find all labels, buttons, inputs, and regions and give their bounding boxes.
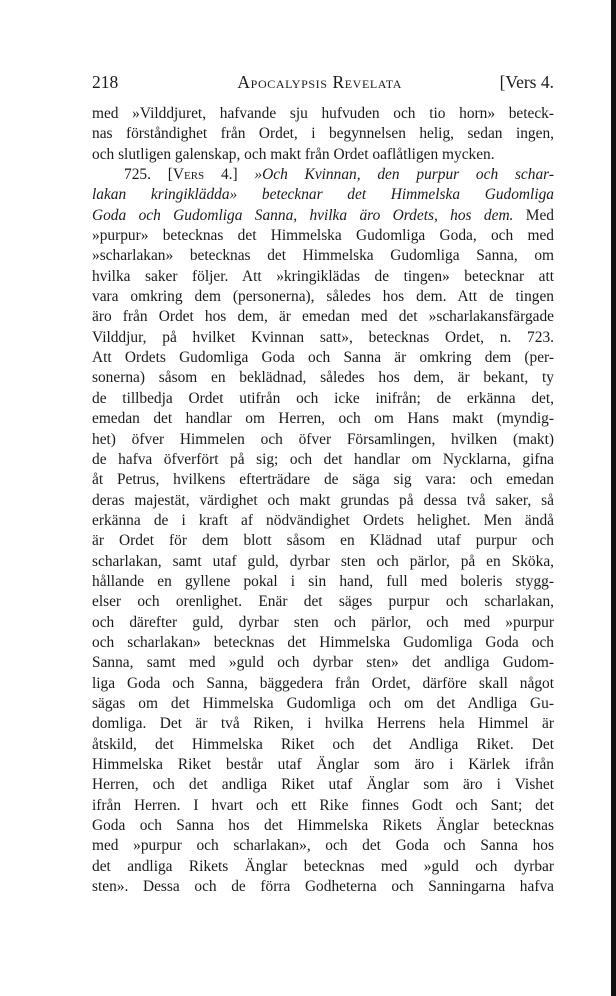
text-line: elser och orenlighet. Enär det säges purpur och scharlakan, [92,593,554,611]
text-line: de tillbedja Ordet utifrån och icke inifrån; de erkänna det, [92,389,554,407]
text-line: med »purpur och scharlakan», och det Goda och Sanna hos [92,837,554,855]
verse-label: Vers [172,166,205,184]
text-line: hvilka saker följer. Att »kringiklädas de tingen» betecknar att [92,267,554,285]
text-line: och slutligen galenskap, och makt från Ordet oaflåtligen mycken. [92,145,495,163]
page-header [92,72,554,98]
body-text [92,104,554,897]
scan-edge [611,0,616,996]
text-line: domliga. Det är två Riken, i hvilka Herrens hela Himmel är [92,715,554,733]
text-line: lakan kringiklädda» betecknar det Himmelska Gudomliga [92,186,554,204]
text-line: »scharlakan» betecknas det Himmelska Gudomliga Sanna, om [92,247,554,265]
text-line: Herren, och det andliga Riket utaf Änglar som äro i Vishet [92,776,554,794]
text-line: Himmelska Riket består utaf Änglar som äro i Kärlek ifrån [92,756,554,773]
text-line: vara omkring dem (personerna), således hos dem. Att de tingen [92,288,554,306]
page-number: 218 [92,72,119,92]
text-line: sägas om det Himmelska Gudomliga och om det Andliga Gu- [92,694,554,712]
verse-reference: [Vers 4. [499,72,554,92]
running-title: Apocalypsis Revelata [237,72,402,92]
text-line: nas förståndighet från Ordet, i begynnelsen helig, sedan ingen, [92,125,554,143]
text-line: och därefter guld, dyrbar sten och pärlor, och med »purpur [92,613,554,631]
text-line: 725. [Vers 4.] »Och Kvinnan, den purpur och schar- [124,166,554,184]
text-line: het) öfver Himmelen och öfver Församlingen, hvilken (makt) [92,430,554,448]
text-line: det andliga Rikets Änglar betecknas med »guld och dyrbar [92,857,554,875]
text-line: erkänna de i kraft af nödvändighet Ordets helighet. Men ändå [92,511,554,529]
text-line: scharlakan, samt utaf guld, dyrbar sten och pärlor, på en Sköka, [92,552,554,570]
text-line: med »Vilddjuret, hafvande sju hufvuden och tio horn» beteck- [92,105,554,122]
text-line: ifrån Herren. I hvart och ett Rike finnes Godt och Sant; det [92,796,554,814]
text-line: är Ordet för dem blott såsom en Klädnad utaf purpur och [92,532,554,550]
text-line: åt Petrus, hvilkens efterträdare de säga sig vara: och emedan [92,471,554,489]
text-line: och scharlakan» betecknas det Himmelska Gudomliga Goda och [92,633,554,651]
text-line: åtskild, det Himmelska Riket och det Andliga Riket. Det [92,735,554,753]
text-line: hållande en gyllene pokal i sin hand, full med boleris stygg- [92,572,554,590]
text-line: Goda och Gudomliga Sanna, hvilka äro Ordets, hos dem. Med [92,206,554,224]
text-line: Vilddjur, på hvilket Kvinnan satt», betecknas Ordet, n. 723. [92,328,554,346]
text-line: emedan det handlar om Herren, och om Hans makt (myndig- [92,410,554,428]
text-line: liga Goda och Sanna, bäggedera från Ordet, därföre skall något [92,674,554,692]
text-line: sten». Dessa och de förra Godheterna och Sanningarna hafva [92,878,554,896]
text-line: sonerna) såsom en beklädnad, således hos dem, är bekant, ty [92,369,554,387]
text-line: Sanna, samt med »guld och dyrbar sten» det andliga Gudom- [92,654,554,672]
text-line: Goda och Sanna hos det Himmelska Rikets Änglar betecknas [92,817,554,835]
text-line: äro från Ordet hos dem, är emedan med det »scharlakansfärgade [92,308,554,326]
text-line: deras majestät, värdighet och makt grundas på dessa två saker, så [92,491,554,509]
text-line: de hafva öfverfört på sig; och det handlar om Nycklarna, gifna [92,450,554,468]
text-line: »purpur» betecknas det Himmelska Gudomliga Goda, och med [92,227,554,245]
text-line: Att Ordets Gudomliga Goda och Sanna är omkring dem (per- [92,349,554,367]
